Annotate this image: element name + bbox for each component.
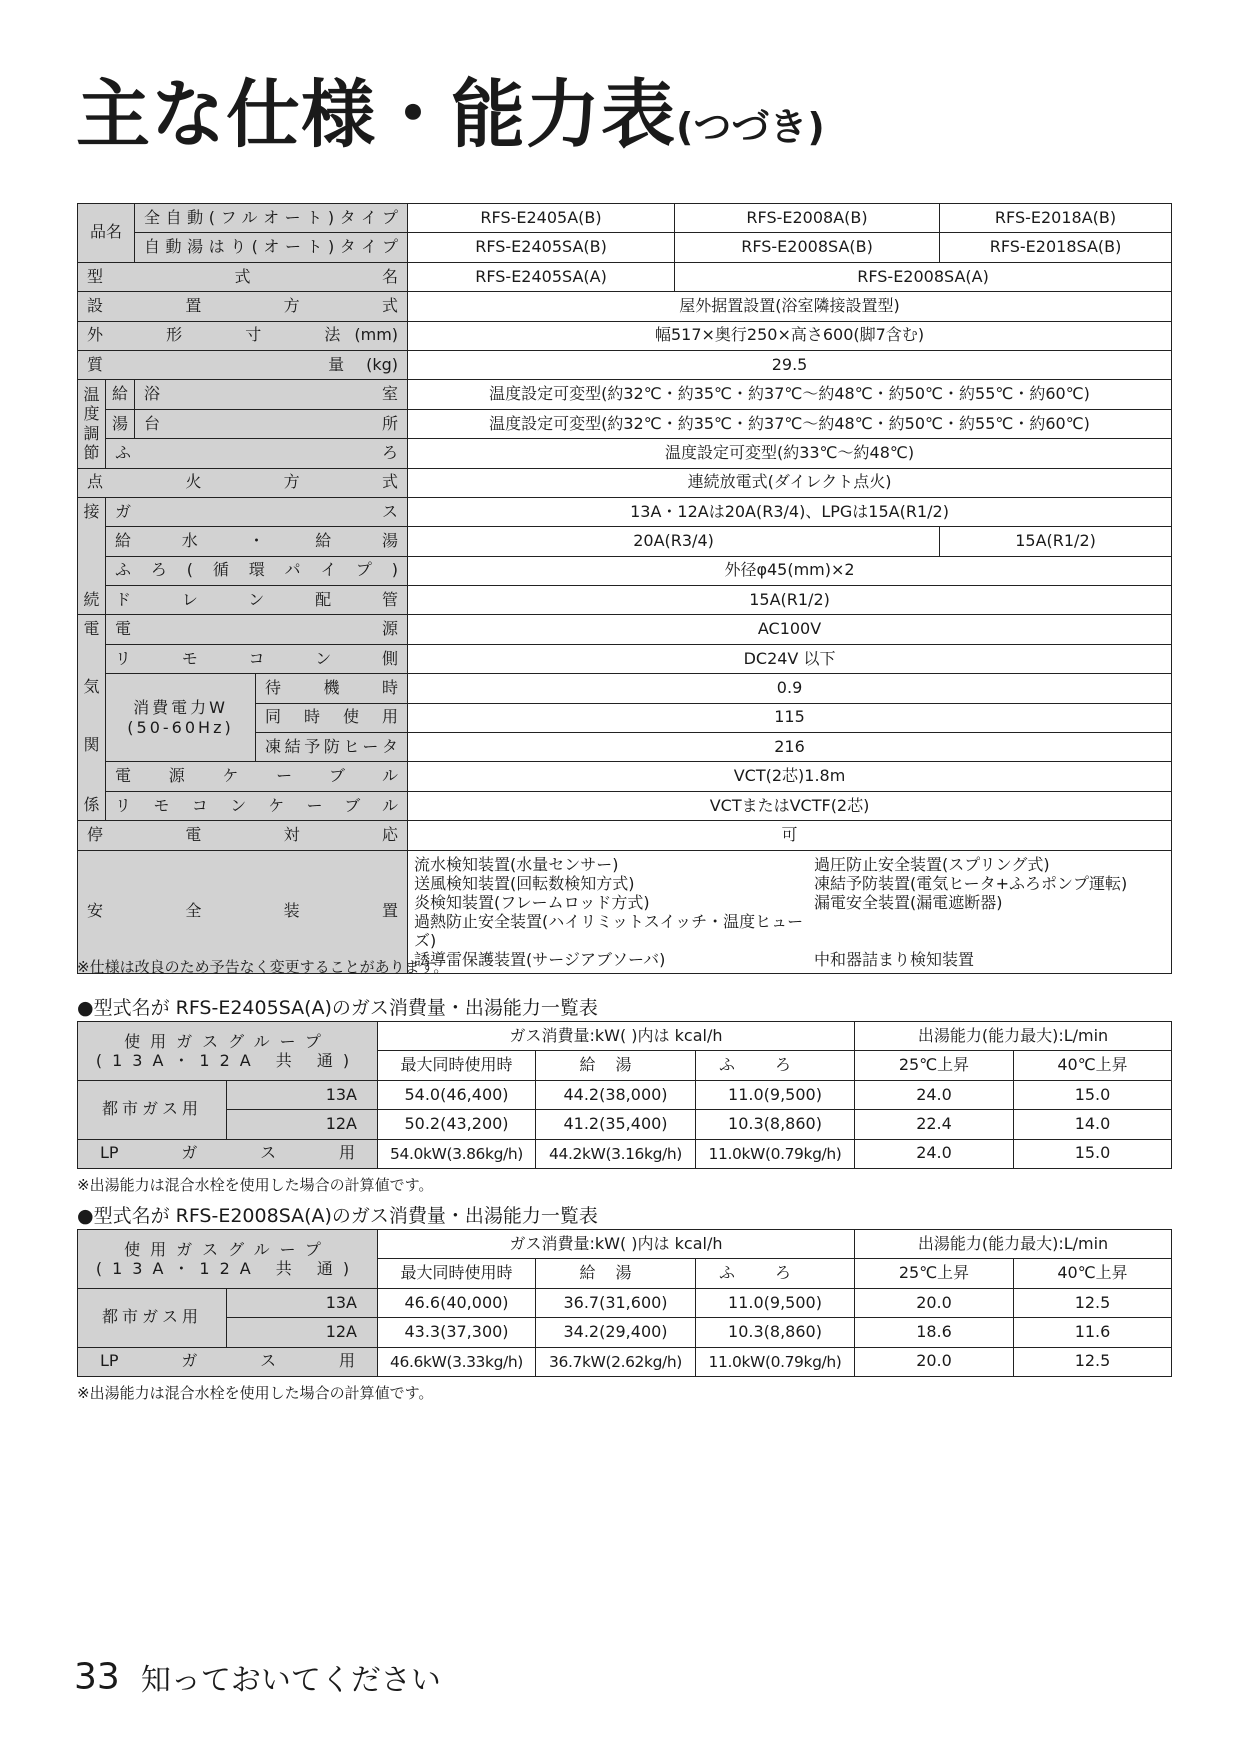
yokushitsu-label: 浴室 xyxy=(135,380,408,409)
gaikei-label: 外形寸法 xyxy=(87,325,341,345)
katashiki-value-1: RFS-E2405SA(A) xyxy=(408,262,675,291)
setchi-label: 設置方式 xyxy=(78,292,408,321)
remocon-cable-label: リモコンケーブル xyxy=(106,791,408,820)
dengen-value: AC100V xyxy=(408,615,1172,644)
teiden-value: 可 xyxy=(408,821,1172,850)
anzen-item-r1: 過圧防止安全装置(スプリング式) xyxy=(814,854,1050,874)
gas-table-2-note: ※出湯能力は混合水栓を使用した場合の計算値です。 xyxy=(77,1384,434,1402)
gas1-row1-v3: 11.0(9,500) xyxy=(696,1080,855,1109)
gas1-row1-v4: 24.0 xyxy=(855,1080,1014,1109)
gas1-group-label-1: 使用ガスグループ xyxy=(124,1031,331,1051)
gas2-row2-v4: 18.6 xyxy=(855,1318,1014,1347)
spec-table xyxy=(77,203,1172,974)
gas1-row2-v2: 41.2(35,400) xyxy=(536,1110,696,1139)
page-title xyxy=(76,72,825,158)
auto-model-3: RFS-E2018SA(B) xyxy=(940,233,1172,262)
anzen-grid xyxy=(414,855,1165,969)
auto-model-2: RFS-E2008SA(B) xyxy=(675,233,940,262)
gas2-sub-header-3: ふろ xyxy=(696,1259,855,1288)
daidokoro-value: 温度設定可変型(約32℃・約35℃・約37℃〜約48℃・約50℃・約55℃・約60℃) xyxy=(408,409,1172,438)
gas-table-1 xyxy=(77,1021,1172,1169)
gas2-capacity-header: 出湯能力(能力最大):L/min xyxy=(855,1230,1172,1259)
gas2-row2-v1: 43.3(37,300) xyxy=(378,1318,536,1347)
gas1-row1-v5: 15.0 xyxy=(1014,1080,1172,1109)
dengen-label: 電源 xyxy=(106,615,408,644)
gas2-city-gas-label: 都市ガス用 xyxy=(78,1288,227,1347)
gas1-lp-v1: 54.0kW(3.86kg/h) xyxy=(378,1139,536,1168)
gas2-group-label-2: (13A・12A 共 通) xyxy=(95,1258,360,1278)
anzen-item-l2: 送風検知装置(回転数検知方式) xyxy=(414,873,635,893)
gas2-lp-label: LPガス用 xyxy=(78,1347,378,1376)
furo-value: 温度設定可変型(約33℃〜約48℃) xyxy=(408,439,1172,468)
fullauto-model-3: RFS-E2018A(B) xyxy=(940,204,1172,233)
gas2-row1-v4: 20.0 xyxy=(855,1288,1014,1317)
auto-type-label: 自動湯はり(オート)タイプ xyxy=(135,233,408,262)
doji-label: 同時使用 xyxy=(256,703,408,732)
page-title-sub: (つづき) xyxy=(676,105,825,149)
taiki-label: 待機時 xyxy=(256,674,408,703)
gaikei-value: 幅517×奥行250×高さ600(脚7含む) xyxy=(408,321,1172,350)
gas1-sub-header-2: 給湯 xyxy=(536,1051,696,1080)
page-title-main: 主な仕様・能力表 xyxy=(76,72,676,158)
cable-label: 電源ケーブル xyxy=(106,762,408,791)
gas1-row1-name: 13A xyxy=(227,1080,378,1109)
cable-value: VCT(2芯)1.8m xyxy=(408,762,1172,791)
gas1-row2-v3: 10.3(8,860) xyxy=(696,1110,855,1139)
ondo-char-3: 調 xyxy=(83,423,100,443)
anzen-item-l4: 過熱防止安全装置(ハイリミットスイッチ・温度ヒューズ) xyxy=(414,911,804,950)
kyusui-label: 給水・給湯 xyxy=(106,527,408,556)
taiki-value: 0.9 xyxy=(408,674,1172,703)
ondo-char-1: 温 xyxy=(83,384,100,404)
gas1-row1-v1: 54.0(46,400) xyxy=(378,1080,536,1109)
daidokoro-label: 台所 xyxy=(135,409,408,438)
gaikei-unit: (mm) xyxy=(354,325,399,345)
gas2-lp-v3: 11.0kW(0.79kg/h) xyxy=(696,1347,855,1376)
gas-table-2 xyxy=(77,1229,1172,1377)
anzen-item-r4 xyxy=(814,912,1165,950)
setsuzoku-group-label xyxy=(78,497,106,615)
katashiki-label: 型式名 xyxy=(78,262,408,291)
gas2-row1-v3: 11.0(9,500) xyxy=(696,1288,855,1317)
gas1-sub-header-4: 25℃上昇 xyxy=(855,1051,1014,1080)
gas2-lp-v5: 12.5 xyxy=(1014,1347,1172,1376)
gas2-lp-v4: 20.0 xyxy=(855,1347,1014,1376)
gas2-group-label-1: 使用ガスグループ xyxy=(124,1239,331,1259)
spec-note: ※仕様は改良のため予告なく変更することがあります。 xyxy=(77,958,449,976)
anzen-label: 安全装置 xyxy=(78,850,408,973)
doji-value: 115 xyxy=(408,703,1172,732)
kyusui-value-1: 20A(R3/4) xyxy=(408,527,940,556)
gas-label: ガス xyxy=(106,497,408,526)
ondo-char-4: 節 xyxy=(83,443,100,463)
gas2-row1-v5: 12.5 xyxy=(1014,1288,1172,1317)
gas1-group-label xyxy=(78,1022,378,1081)
gas1-row2-v1: 50.2(43,200) xyxy=(378,1110,536,1139)
gas2-sub-header-2: 給湯 xyxy=(536,1259,696,1288)
gas1-lp-v3: 11.0kW(0.79kg/h) xyxy=(696,1139,855,1168)
junkan-label: ふろ(循環パイプ) xyxy=(106,556,408,585)
auto-model-1: RFS-E2405SA(B) xyxy=(408,233,675,262)
gas1-consumption-header: ガス消費量:kW( )内は kcal/h xyxy=(378,1022,855,1051)
tenka-value: 連続放電式(ダイレクト点火) xyxy=(408,468,1172,497)
yokushitsu-value: 温度設定可変型(約32℃・約35℃・約37℃〜約48℃・約50℃・約55℃・約60℃) xyxy=(408,380,1172,409)
drain-value: 15A(R1/2) xyxy=(408,586,1172,615)
shohi-label: 消費電力W (50-60Hz) xyxy=(106,674,256,762)
furo-label: ふろ xyxy=(106,439,408,468)
junkan-value: 外径φ45(mm)×2 xyxy=(408,556,1172,585)
gas2-row1-v1: 46.6(40,000) xyxy=(378,1288,536,1317)
gas2-row1-name: 13A xyxy=(227,1288,378,1317)
gas2-sub-header-4: 25℃上昇 xyxy=(855,1259,1014,1288)
gas2-lp-v2: 36.7kW(2.62kg/h) xyxy=(536,1347,696,1376)
gas1-lp-v2: 44.2kW(3.16kg/h) xyxy=(536,1139,696,1168)
gas2-row2-v5: 11.6 xyxy=(1014,1318,1172,1347)
gas2-sub-header-5: 40℃上昇 xyxy=(1014,1259,1172,1288)
denki-group-label xyxy=(78,615,106,821)
setsuzoku-char-2: 続 xyxy=(83,589,100,609)
teiden-label: 停電対応 xyxy=(78,821,408,850)
page-footer xyxy=(74,1655,441,1699)
gas2-lp-v1: 46.6kW(3.33kg/h) xyxy=(378,1347,536,1376)
gas2-sub-header-1: 最大同時使用時 xyxy=(378,1259,536,1288)
gas2-consumption-header: ガス消費量:kW( )内は kcal/h xyxy=(378,1230,855,1259)
gas2-row1-v2: 36.7(31,600) xyxy=(536,1288,696,1317)
remocon-cable-value: VCTまたはVCTF(2芯) xyxy=(408,791,1172,820)
kyusui-value-2: 15A(R1/2) xyxy=(940,527,1172,556)
gas1-lp-label: LPガス用 xyxy=(78,1139,378,1168)
fullauto-type-label: 全自動(フルオート)タイプ xyxy=(135,204,408,233)
tenka-label: 点火方式 xyxy=(78,468,408,497)
gas2-row2-name: 12A xyxy=(227,1318,378,1347)
gas1-row1-v2: 44.2(38,000) xyxy=(536,1080,696,1109)
gas1-row2-name: 12A xyxy=(227,1110,378,1139)
setchi-value: 屋外据置設置(浴室隣接設置型) xyxy=(408,292,1172,321)
fullauto-model-2: RFS-E2008A(B) xyxy=(675,204,940,233)
shitsuryo-label-cell xyxy=(78,350,408,379)
gas1-capacity-header: 出湯能力(能力最大):L/min xyxy=(855,1022,1172,1051)
toketsu-value: 216 xyxy=(408,733,1172,762)
gas1-lp-v5: 15.0 xyxy=(1014,1139,1172,1168)
ondo-group-label xyxy=(78,380,106,468)
anzen-item-l1: 流水検知装置(水量センサー) xyxy=(414,854,619,874)
denki-char-1: 電 xyxy=(83,619,100,639)
gas1-row2-v4: 22.4 xyxy=(855,1110,1014,1139)
denki-char-2: 気 xyxy=(83,677,100,697)
anzen-item-r3: 漏電安全装置(漏電遮断器) xyxy=(814,892,1003,912)
gas1-city-gas-label: 都市ガス用 xyxy=(78,1080,227,1139)
kyuto-char-1: 給 xyxy=(106,380,135,409)
gas1-group-label-2: (13A・12A 共 通) xyxy=(95,1050,360,1070)
denki-char-3: 関 xyxy=(83,735,100,755)
gas1-sub-header-3: ふろ xyxy=(696,1051,855,1080)
remocon-label: リモコン側 xyxy=(106,644,408,673)
denki-char-4: 係 xyxy=(83,795,100,815)
remocon-value: DC24V 以下 xyxy=(408,644,1172,673)
gas2-group-label xyxy=(78,1230,378,1289)
shitsuryo-label: 質量 xyxy=(87,354,345,374)
page-number: 33 xyxy=(74,1656,120,1698)
footer-section-title: 知っておいてください xyxy=(140,1663,441,1698)
gas-table-2-heading: ●型式名が RFS-E2008SA(A)のガス消費量・出湯能力一覧表 xyxy=(77,1205,598,1227)
gas1-row2-v5: 14.0 xyxy=(1014,1110,1172,1139)
anzen-item-r2: 凍結予防装置(電気ヒータ+ふろポンプ運転) xyxy=(814,873,1128,893)
gas2-row2-v3: 10.3(8,860) xyxy=(696,1318,855,1347)
hinmei-label: 品名 xyxy=(78,204,135,263)
gas1-lp-v4: 24.0 xyxy=(855,1139,1014,1168)
shitsuryo-unit: (kg) xyxy=(366,354,399,374)
gas1-sub-header-1: 最大同時使用時 xyxy=(378,1051,536,1080)
setsuzoku-char-1: 接 xyxy=(83,501,100,521)
gas2-row2-v2: 34.2(29,400) xyxy=(536,1318,696,1347)
ondo-char-2: 度 xyxy=(83,404,100,424)
toketsu-label: 凍結予防ヒータ xyxy=(256,733,408,762)
anzen-list xyxy=(408,850,1172,973)
anzen-item-l3: 炎検知装置(フレームロッド方式) xyxy=(414,892,650,912)
anzen-item-l5: 誘導雷保護装置(サージアブソーバ) xyxy=(414,949,666,969)
shitsuryo-value: 29.5 xyxy=(408,350,1172,379)
gas1-sub-header-5: 40℃上昇 xyxy=(1014,1051,1172,1080)
fullauto-model-1: RFS-E2405A(B) xyxy=(408,204,675,233)
gas-table-1-note: ※出湯能力は混合水栓を使用した場合の計算値です。 xyxy=(77,1176,434,1194)
gaikei-label-cell xyxy=(78,321,408,350)
katashiki-value-2: RFS-E2008SA(A) xyxy=(675,262,1172,291)
gas-value: 13A・12Aは20A(R3/4)、LPGは15A(R1/2) xyxy=(408,497,1172,526)
anzen-item-r5: 中和器詰まり検知装置 xyxy=(814,949,975,969)
kyuto-char-2: 湯 xyxy=(106,409,135,438)
gas-table-1-heading: ●型式名が RFS-E2405SA(A)のガス消費量・出湯能力一覧表 xyxy=(77,997,598,1019)
drain-label: ドレン配管 xyxy=(106,586,408,615)
